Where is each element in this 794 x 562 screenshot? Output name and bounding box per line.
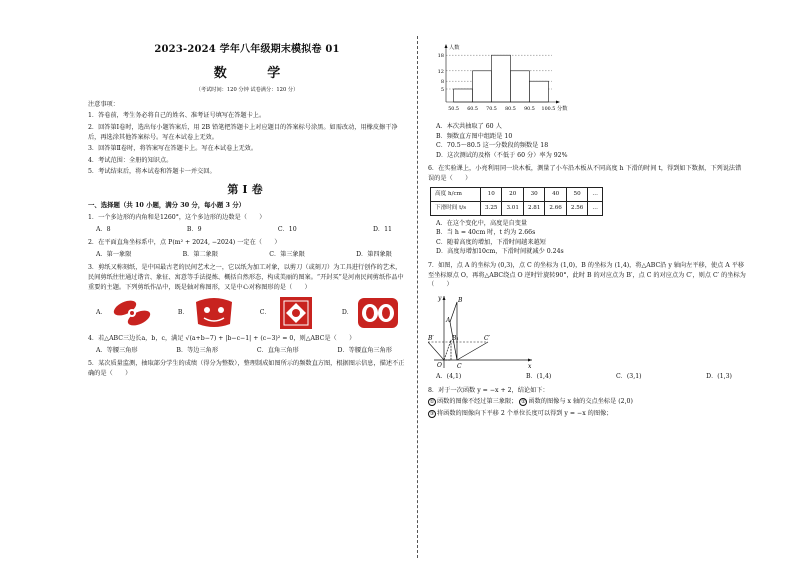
label-c: C bbox=[457, 362, 462, 370]
frequency-histogram bbox=[432, 42, 572, 118]
table-cell: 高度 h/cm bbox=[431, 187, 481, 201]
q3-option-c[interactable]: C． bbox=[260, 296, 318, 330]
item-number: ③ bbox=[429, 410, 435, 417]
q6-options bbox=[428, 219, 746, 257]
x-tick-label: 60.5 bbox=[467, 107, 478, 112]
q7-option-c[interactable]: C．(3,1) bbox=[615, 372, 642, 380]
x-tick-label: 90.5 bbox=[524, 107, 535, 112]
segment-c-cp bbox=[457, 342, 488, 360]
q6-option-d[interactable]: D．高度每增加10cm，下滑时间就减少 0.24s bbox=[436, 248, 564, 256]
y-tick-label: 12 bbox=[437, 68, 444, 75]
notes-heading: 注意事项： bbox=[88, 100, 119, 108]
x-axis-arrow bbox=[556, 101, 560, 104]
q8-stem: 8．对于一次函数 y = −x + 2，结论如下： bbox=[428, 386, 549, 394]
q1-option-a[interactable]: A．8 bbox=[96, 225, 111, 233]
q2-stem: 2．在平面直角坐标系中，点 P(m² + 2024, −2024) 一定在（ ） bbox=[88, 239, 281, 247]
q6-option-a[interactable]: A．在这个变化中，高度是自变量 bbox=[436, 219, 528, 227]
paper-cut-square-pattern-icon bbox=[274, 296, 318, 330]
q4-option-d[interactable]: D．等腰直角三角形 bbox=[337, 346, 392, 354]
q8-conclusion: 将函数的图像向下平移 2 个单位长度可以得到 y = −x 的图像； bbox=[437, 409, 613, 417]
section-juan-title: 第Ⅰ卷 bbox=[227, 182, 267, 196]
q2-option-b[interactable]: B．第二象限 bbox=[182, 250, 219, 258]
q5-option-b[interactable]: B．频数直方图中组距是 10 bbox=[436, 132, 513, 140]
rotation-line bbox=[428, 342, 444, 360]
column-divider bbox=[417, 36, 418, 558]
q2-option-d[interactable]: D．第四象限 bbox=[356, 250, 392, 258]
left-column bbox=[88, 38, 406, 381]
q6-data-table bbox=[430, 187, 603, 216]
q7-stem: 7．如图，点 A 的坐标为 (0,3)，点 C 的坐标为 (1,0)，B 的坐标为 (1,4)，将△ABC沿 y 轴向左平移，使点 A 平移至坐标原点 O，再将△ABC绕点 O 逆时针旋转90°，此时 B 的对应点为 B′，点 C 的对应点为 C′，则点 C′ 的坐标为（ ） bbox=[428, 262, 746, 289]
histogram-bar bbox=[529, 81, 548, 102]
q5-option-a[interactable]: A．本次共抽取了 60 人 bbox=[436, 123, 502, 130]
exam-title: 2023-2024 学年八年级期末模拟卷 01 bbox=[154, 44, 340, 55]
label-cp: C′ bbox=[484, 334, 490, 342]
table-row bbox=[431, 187, 603, 201]
x-tick-label: 70.5 bbox=[486, 107, 497, 112]
table-cell: 3.25 bbox=[481, 201, 502, 215]
y-tick-label: 5 bbox=[440, 87, 444, 93]
q7-coordinate-figure bbox=[428, 292, 538, 370]
paper-cut-lion-icon bbox=[192, 296, 236, 330]
table-cell: 2.56 bbox=[566, 201, 587, 215]
note-item: 5．考试结束后，将本试卷和答题卡一并交回。 bbox=[88, 168, 216, 176]
q3-options bbox=[88, 296, 406, 330]
q8-conclusion-row bbox=[428, 397, 746, 407]
table-cell: 2.66 bbox=[545, 201, 566, 215]
histogram-bar bbox=[510, 71, 529, 102]
q5-option-d[interactable]: D．这次测试的及格（不低于 60 分）率为 92% bbox=[436, 151, 568, 159]
q5-option-c[interactable]: C．70.5～80.5 这一分数段的频数是 18 bbox=[436, 142, 549, 150]
q6-option-b[interactable]: B．当 h = 40cm 时，t 约为 2.66s bbox=[436, 229, 536, 237]
histogram-bar bbox=[492, 55, 511, 102]
table-cell: 2.81 bbox=[523, 201, 544, 215]
q6-stem: 6．在实验课上，小亮利用同一块木板，测量了小车沿木板从不同高度 h 下滑的时间 t，得到如下数据，下列说法错误的是（ ） bbox=[428, 165, 742, 183]
q5-stem: 5．某次质量监测，抽取部分学生的成绩（得分为整数），整理制成如图所示的频数直方图，根据图示信息，描述不正确的是（ ） bbox=[88, 360, 405, 378]
q3-option-d[interactable]: D． bbox=[342, 296, 400, 330]
y-axis-label: 人数 bbox=[449, 45, 460, 51]
table-cell: 3.01 bbox=[502, 201, 523, 215]
label-a: A bbox=[446, 316, 451, 324]
right-column bbox=[428, 120, 746, 420]
x-tick-label: 100.5 bbox=[541, 107, 556, 112]
q2-option-c[interactable]: C．第三象限 bbox=[269, 250, 305, 258]
histogram-bar bbox=[454, 89, 473, 102]
subject-title: 数 学 bbox=[213, 65, 299, 81]
note-item: 2．回答第Ⅰ卷时，选出每小题答案后，用 2B 铅笔把答题卡上对应题目的答案标号涂黑。如需改动，用橡皮擦干净后，再选涂其他答案标号。写在本试卷上无效。 bbox=[88, 123, 398, 141]
note-item: 4．考试范围：全册的知识点。 bbox=[88, 156, 173, 164]
q6-option-c[interactable]: C．随着高度的增加，下滑时间越来越短 bbox=[436, 238, 546, 246]
item-number: ① bbox=[429, 399, 435, 406]
q7-option-a[interactable]: A．(4,1) bbox=[436, 372, 462, 380]
y-axis-arrow bbox=[443, 296, 446, 300]
x-axis-label: 分数 bbox=[557, 106, 568, 112]
q3-stem: 3．剪纸又称刻纸，是中国最古老的民间艺术之一，它以纸为加工对象，以剪刀（或刻刀）为工具进行创作的艺术，民间剪纸往往通过谐音、象征、寓意等手法提炼、概括自然形态，构成美丽的图案。“开封买”是河南民间剪纸作品中重要的主题。下列剪纸作品中，既是轴对称图形，又是中心对称图形的是（ ） bbox=[88, 264, 404, 291]
q4-stem: 4．若△ABC三边长a，b，c，满足 √(a+b−7) + |b−c−1| + (c−3)² = 0，则△ABC是（ ） bbox=[88, 335, 356, 343]
q8-conclusion-row bbox=[428, 409, 746, 419]
q2-option-a[interactable]: A．第一象限 bbox=[96, 250, 132, 258]
table-cell: 40 bbox=[545, 187, 566, 201]
q4-options bbox=[88, 346, 406, 356]
x-axis-arrow bbox=[528, 358, 532, 361]
table-cell: 30 bbox=[523, 187, 544, 201]
triangle-abc bbox=[450, 302, 457, 360]
q4-option-a[interactable]: A．等腰三角形 bbox=[96, 346, 138, 354]
triangle-translated bbox=[444, 340, 451, 360]
note-item: 1．答卷前，考生务必将自己的姓名、准考证号填写在答题卡上。 bbox=[88, 112, 266, 120]
table-row bbox=[431, 201, 603, 215]
x-tick-label: 50.5 bbox=[448, 107, 459, 112]
y-tick-label: 18 bbox=[437, 53, 444, 60]
label-o: O bbox=[437, 361, 442, 369]
histogram-bar bbox=[473, 71, 492, 102]
table-cell: 20 bbox=[502, 187, 523, 201]
exam-meta: （考试时间：120 分钟 试卷满分：120 分） bbox=[195, 86, 299, 93]
y-axis-arrow bbox=[445, 44, 448, 48]
table-cell: 下滑时间 t/s bbox=[431, 201, 481, 215]
paper-cut-twin-fish-icon bbox=[356, 296, 400, 330]
table-cell: … bbox=[588, 187, 603, 201]
paper-cut-fish-icon bbox=[110, 296, 154, 330]
label-x: x bbox=[528, 362, 532, 370]
q1-options bbox=[88, 225, 406, 235]
q5-options bbox=[428, 122, 746, 160]
q3-option-a[interactable]: A． bbox=[96, 296, 154, 330]
q8-conclusion: 函数的图像不经过第三象限； bbox=[437, 398, 518, 406]
q1-option-c[interactable]: C．10 bbox=[277, 225, 297, 233]
note-item: 3．回答第Ⅱ卷时，将答案写在答题卡上。写在本试卷上无效。 bbox=[88, 145, 258, 153]
q1-option-d[interactable]: D．11 bbox=[372, 225, 392, 233]
q2-options bbox=[88, 250, 406, 260]
label-y: y bbox=[438, 294, 442, 302]
x-tick-label: 80.5 bbox=[505, 107, 516, 112]
q7-options bbox=[428, 372, 746, 382]
table-cell: … bbox=[588, 201, 603, 215]
q8-conclusion: 函数的图像与 x 轴的交点坐标是 (2,0) bbox=[528, 398, 633, 406]
table-cell: 50 bbox=[566, 187, 587, 201]
label-bp: B′ bbox=[428, 334, 434, 342]
table-cell: 10 bbox=[481, 187, 502, 201]
label-b1: B₁ bbox=[452, 334, 459, 342]
q7-option-b[interactable]: B．(1,4) bbox=[525, 372, 552, 380]
section-heading: 一、选择题（共 10 小题，满分 30 分，每小题 3 分） bbox=[88, 201, 246, 210]
y-tick-label: 8 bbox=[440, 79, 444, 86]
q4-option-c[interactable]: C．直角三角形 bbox=[256, 346, 299, 354]
q7-option-d[interactable]: D．(1,3) bbox=[706, 372, 732, 380]
q4-option-b[interactable]: B．等边三角形 bbox=[176, 346, 219, 354]
q1-option-b[interactable]: B．9 bbox=[186, 225, 202, 233]
q1-stem: 1．一个多边形的内角和是1260°，这个多边形的边数是（ ） bbox=[88, 213, 266, 221]
q3-option-b[interactable]: B． bbox=[178, 296, 236, 330]
label-b: B bbox=[458, 296, 463, 304]
item-number: ② bbox=[521, 399, 526, 406]
